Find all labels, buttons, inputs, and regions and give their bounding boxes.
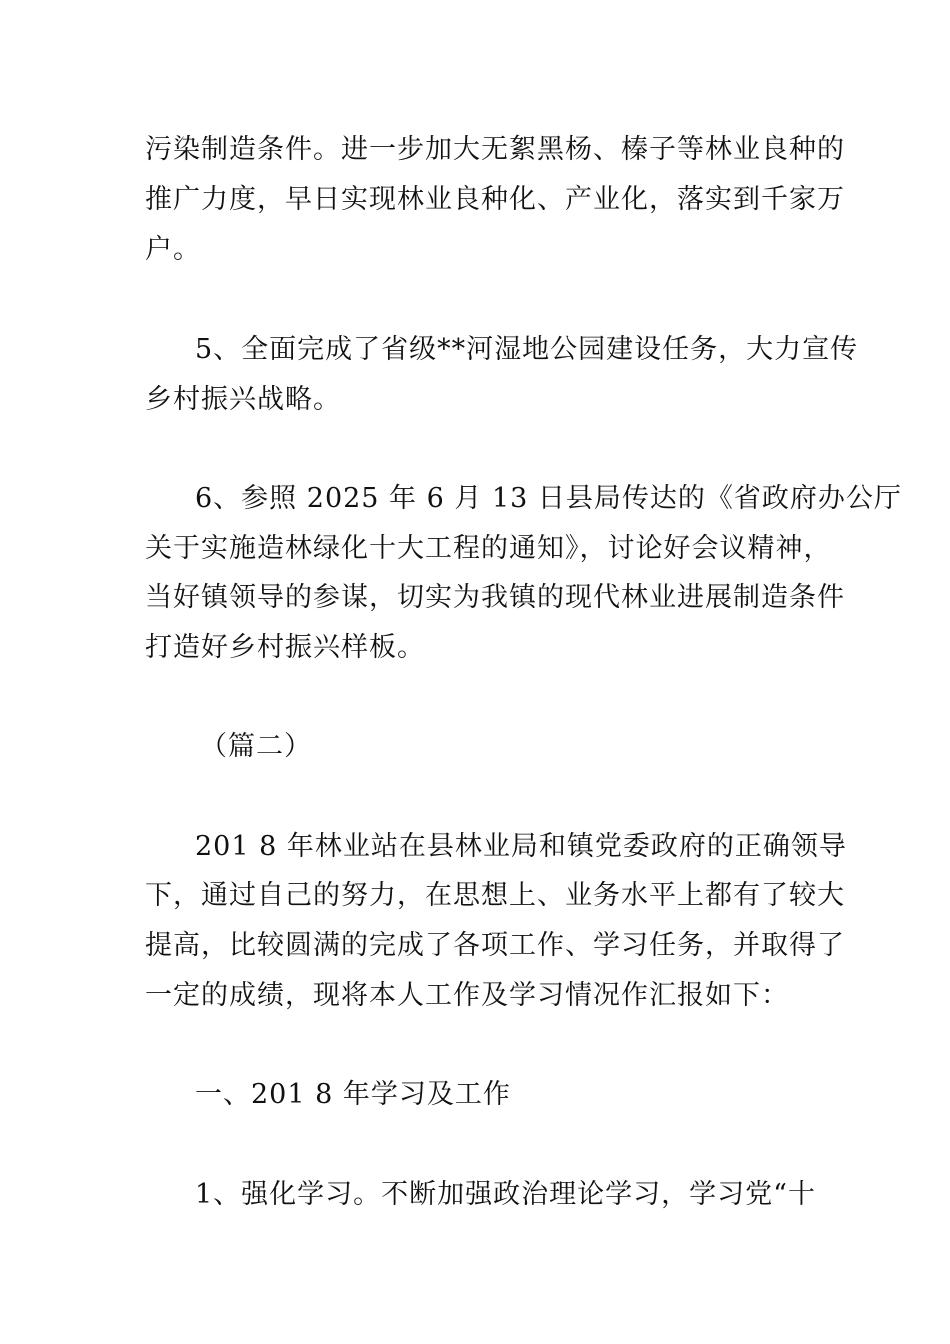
paragraph-line: 5、全面完成了省级**河湿地公园建设任务，大力宣传	[195, 334, 859, 365]
paragraph-line: 推广力度，早日实现林业良种化、产业化，落实到千家万	[145, 184, 845, 215]
paragraph-line: 乡村振兴战略。	[145, 384, 341, 415]
section-heading: 一、201 8 年学习及工作	[195, 1079, 511, 1110]
paragraph-line: 当好镇领导的参谋，切实为我镇的现代林业进展制造条件	[145, 582, 845, 613]
paragraph-line: 1、强化学习。不断加强政治理论学习，学习党“十	[195, 1179, 816, 1210]
paragraph-line: 户。	[145, 234, 201, 265]
paragraph-line: 6、参照 2025 年 6 月 13 日县局传达的《省政府办公厅	[195, 483, 902, 514]
paragraph-line: 下，通过自己的努力，在思想上、业务水平上都有了较大	[145, 880, 845, 911]
paragraph-line: 一定的成绩，现将本人工作及学习情况作汇报如下：	[145, 980, 789, 1011]
paragraph-line: 污染制造条件。进一步加大无絮黑杨、榛子等林业良种的	[145, 134, 845, 165]
paragraph-line: 201 8 年林业站在县林业局和镇党委政府的正确领导	[195, 831, 847, 862]
section-label: （篇二）	[200, 731, 312, 762]
paragraph-line: 打造好乡村振兴样板。	[145, 632, 425, 663]
paragraph-line: 提高，比较圆满的完成了各项工作、学习任务，并取得了	[145, 930, 845, 961]
paragraph-line: 关于实施造林绿化十大工程的通知》，讨论好会议精神，	[145, 533, 832, 564]
